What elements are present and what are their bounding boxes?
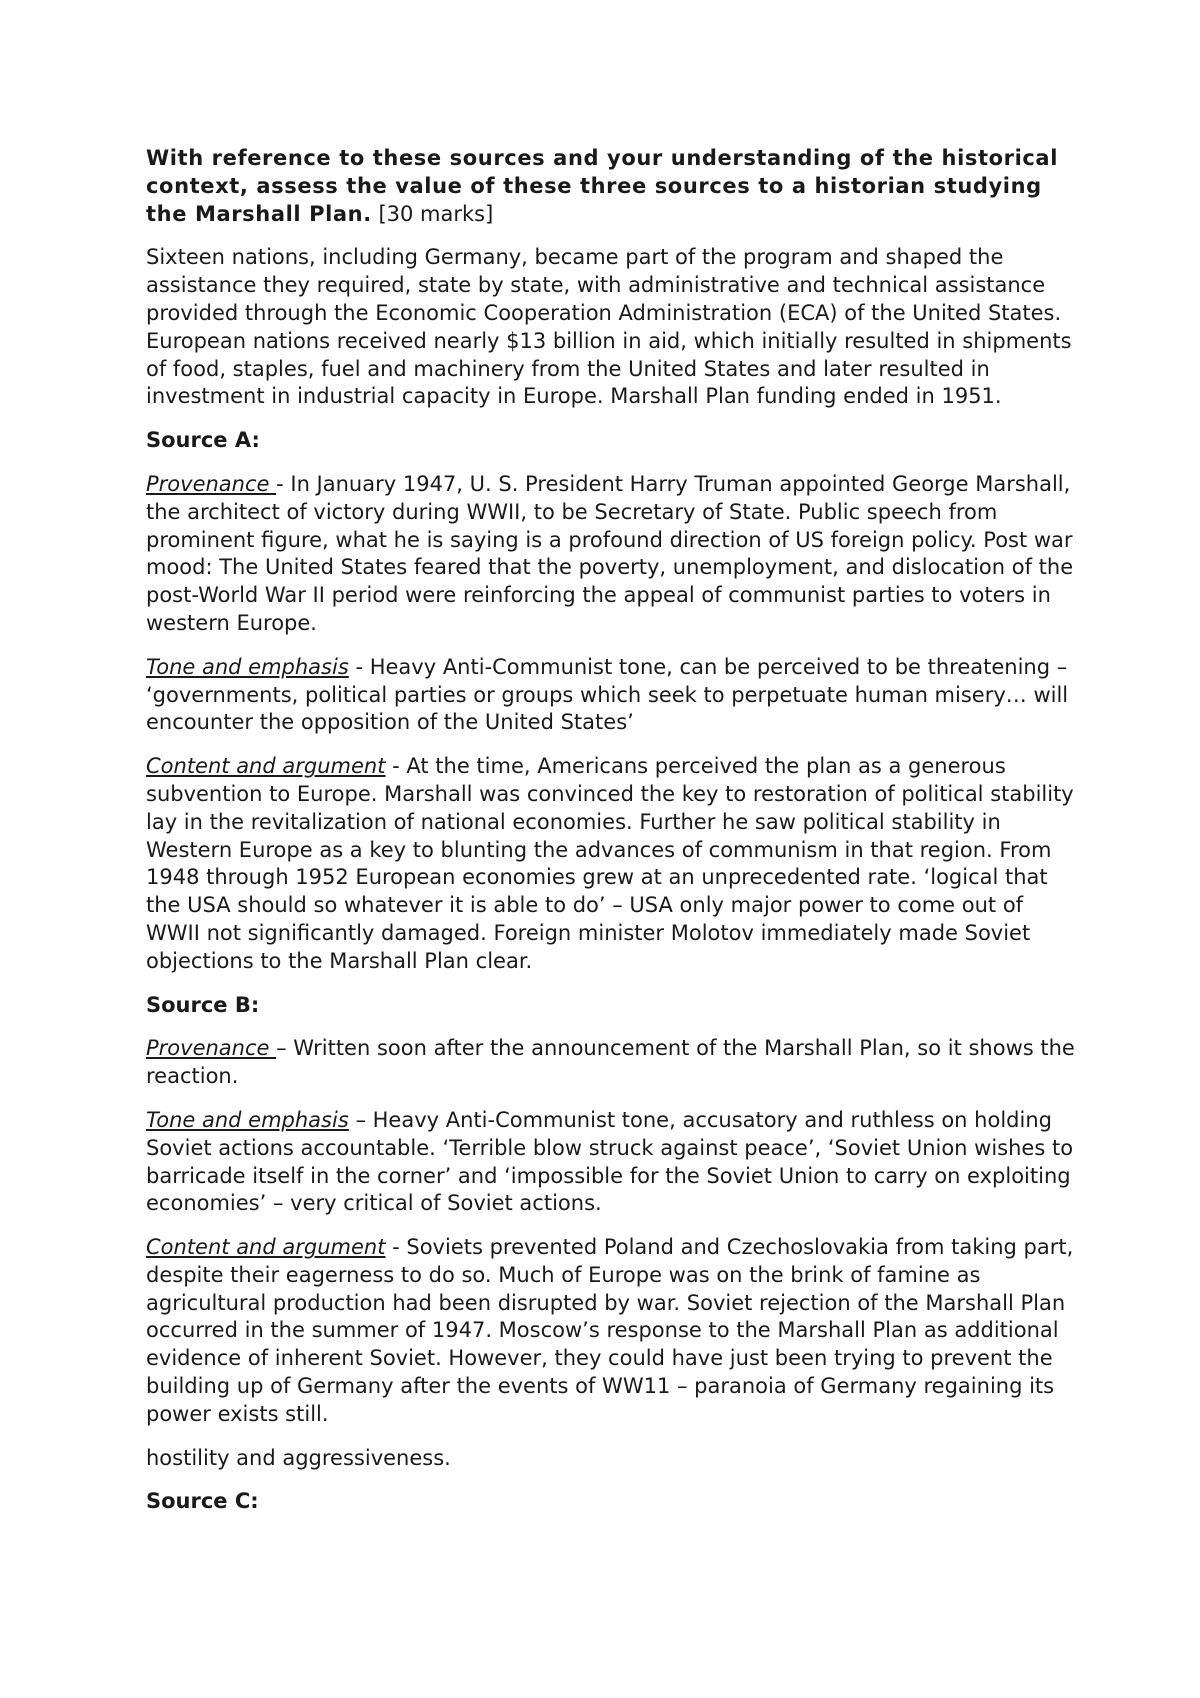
- content-text: - Soviets prevented Poland and Czechoslovakia from taking part, despite their eagerness to do so. Much of Europe was on the brink of famine as agricultural production had been disrupted by war. Soviet rejection of the Marshall Plan occurred in the summer of 1947. Moscow’s response to the Marshall Plan as additional evidence of inherent Soviet. However, they could have just been trying to prevent the building up of Germany after the events of WW11 – paranoia of Germany regaining its power exists still.: [146, 1235, 1074, 1426]
- document-body: [146, 145, 1076, 1532]
- source-b-heading: Source B:: [146, 992, 260, 1017]
- content-label: Content and argument: [146, 754, 386, 779]
- essay-question: [146, 145, 1076, 228]
- source-b-extra-line: hostility and aggressiveness.: [146, 1445, 451, 1470]
- tone-text: - Heavy Anti-Communist tone, can be perceived to be threatening – ‘governments, political parties or groups which seek to perpetuate human misery… will encounter the opposition of the United States’: [146, 654, 1069, 735]
- source-b-tone: [146, 1107, 1076, 1218]
- source-b-content: [146, 1234, 1076, 1429]
- source-c-heading: Source C:: [146, 1489, 259, 1514]
- provenance-text: – Written soon after the announcement of the Marshall Plan, so it shows the reaction.: [146, 1036, 1075, 1089]
- question-text: With reference to these sources and your understanding of the historical context, assess the value of these three sources to a historian studying the Marshall Plan.: [146, 146, 1059, 226]
- source-a-content: [146, 753, 1076, 975]
- provenance-label: Provenance: [146, 1036, 277, 1061]
- intro-paragraph: Sixteen nations, including Germany, became part of the program and shaped the assistance they required, state by state, with administrative and technical assistance provided through the Economic Cooperation Administration (ECA) of the United States. European nations received nearly $13 billion in aid, which initially resulted in shipments of food, staples, fuel and machinery from the United States and later resulted in investment in industrial capacity in Europe. Marshall Plan funding ended in 1951.: [146, 245, 1072, 409]
- source-a-provenance: [146, 471, 1076, 638]
- content-label: Content and argument: [146, 1235, 386, 1260]
- source-b-provenance: [146, 1035, 1076, 1091]
- source-a-tone: [146, 654, 1076, 737]
- tone-label: Tone and emphasis: [146, 1107, 349, 1132]
- question-marks: [30 marks]: [371, 201, 494, 226]
- tone-label: Tone and emphasis: [146, 654, 349, 679]
- provenance-label: Provenance: [146, 471, 277, 496]
- provenance-text: - In January 1947, U. S. President Harry Truman appointed George Marshall, the architect of victory during WWII, to be Secretary of State. Public speech from prominent figure, what he is saying is a profound direction of US foreign policy. Post war mood: The United States feared that the poverty, unemployment, and dislocation of the post-World War II period were reinforcing the appeal of communist parties to voters in western Europe.: [146, 471, 1074, 635]
- source-a-heading: Source A:: [146, 428, 260, 453]
- tone-text: – Heavy Anti-Communist tone, accusatory and ruthless on holding Soviet actions accountable. ‘Terrible blow struck against peace’, ‘Soviet Union wishes to barricade itself in the corner’ and ‘impossible for the Soviet Union to carry on exploiting economies’ – very critical of Soviet actions.: [146, 1107, 1074, 1216]
- content-text: - At the time, Americans perceived the plan as a generous subvention to Europe. Marshall was convinced the key to restoration of political stability lay in the revitalization of national economies. Further he saw political stability in Western Europe as a key to blunting the advances of communism in that region. From 1948 through 1952 European economies grew at an unprecedented rate. ‘logical that the USA should so whatever it is able to do’ – USA only major power to come out of WWII not significantly damaged. Foreign minister Molotov immediately made Soviet objections to the Marshall Plan clear.: [146, 754, 1074, 973]
